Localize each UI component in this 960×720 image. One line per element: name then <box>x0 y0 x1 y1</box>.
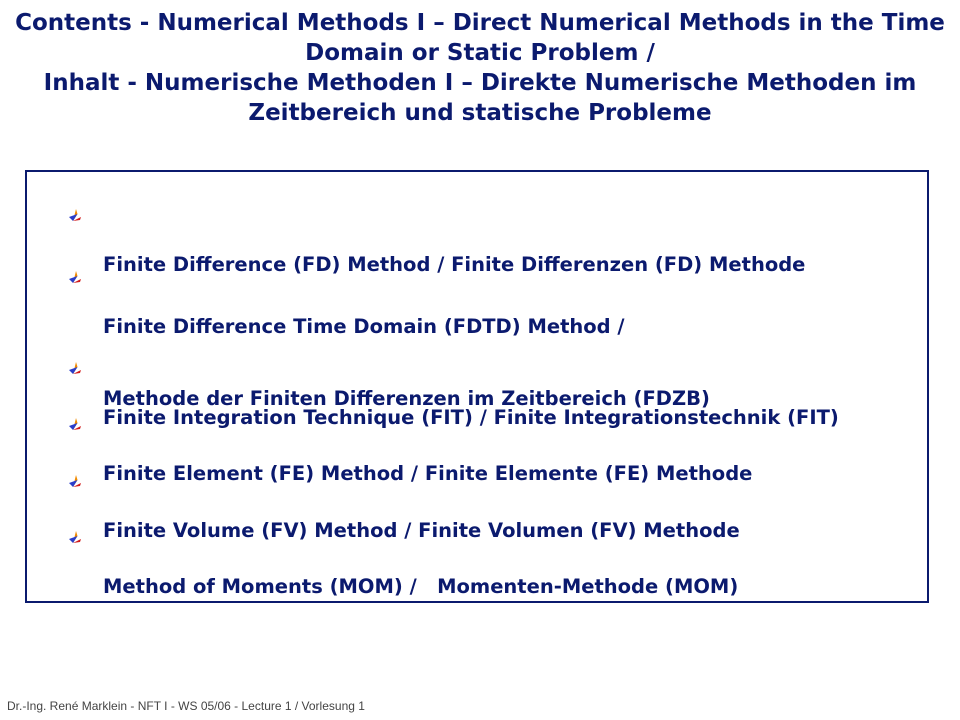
list-item-label: Methode der Finiten Differenzen im Zeitbereich (FDZB) <box>103 387 710 410</box>
tick-mark-bullet-icon <box>67 361 83 377</box>
list-item-label: Finite Difference (FD) Method / Finite Differenzen (FD) Methode <box>103 253 806 276</box>
tick-mark-bullet-icon <box>67 474 83 490</box>
tick-mark-bullet-icon <box>67 417 83 433</box>
tick-mark-bullet-icon <box>67 530 83 546</box>
list-item-label: Finite Integration Technique (FIT) / Finite Integrationstechnik (FIT) <box>103 406 839 429</box>
list-item-label: Method of Moments (MOM) / Momenten-Methode (MOM) <box>103 575 739 598</box>
list-item-label: Finite Difference Time Domain (FDTD) Method / <box>103 315 625 338</box>
title-line: Zeitbereich und statische Probleme <box>248 100 712 126</box>
tick-mark-bullet-icon <box>67 208 83 224</box>
title-line: Inhalt - Numerische Methoden I – Direkte Numerische Methoden im <box>43 70 917 96</box>
slide-footer: Dr.-Ing. René Marklein - NFT I - WS 05/06 - Lecture 1 / Vorlesung 1 <box>7 699 365 713</box>
title-line: Domain or Static Problem / <box>305 40 655 66</box>
content-box <box>25 170 929 603</box>
title-line: Contents - Numerical Methods I – Direct Numerical Methods in the Time <box>15 10 945 36</box>
list-item-label: Finite Volume (FV) Method / Finite Volumen (FV) Methode <box>103 519 740 542</box>
slide-title <box>0 8 960 128</box>
list-item-label: Finite Element (FE) Method / Finite Elemente (FE) Methode <box>103 462 753 485</box>
tick-mark-bullet-icon <box>67 270 83 286</box>
